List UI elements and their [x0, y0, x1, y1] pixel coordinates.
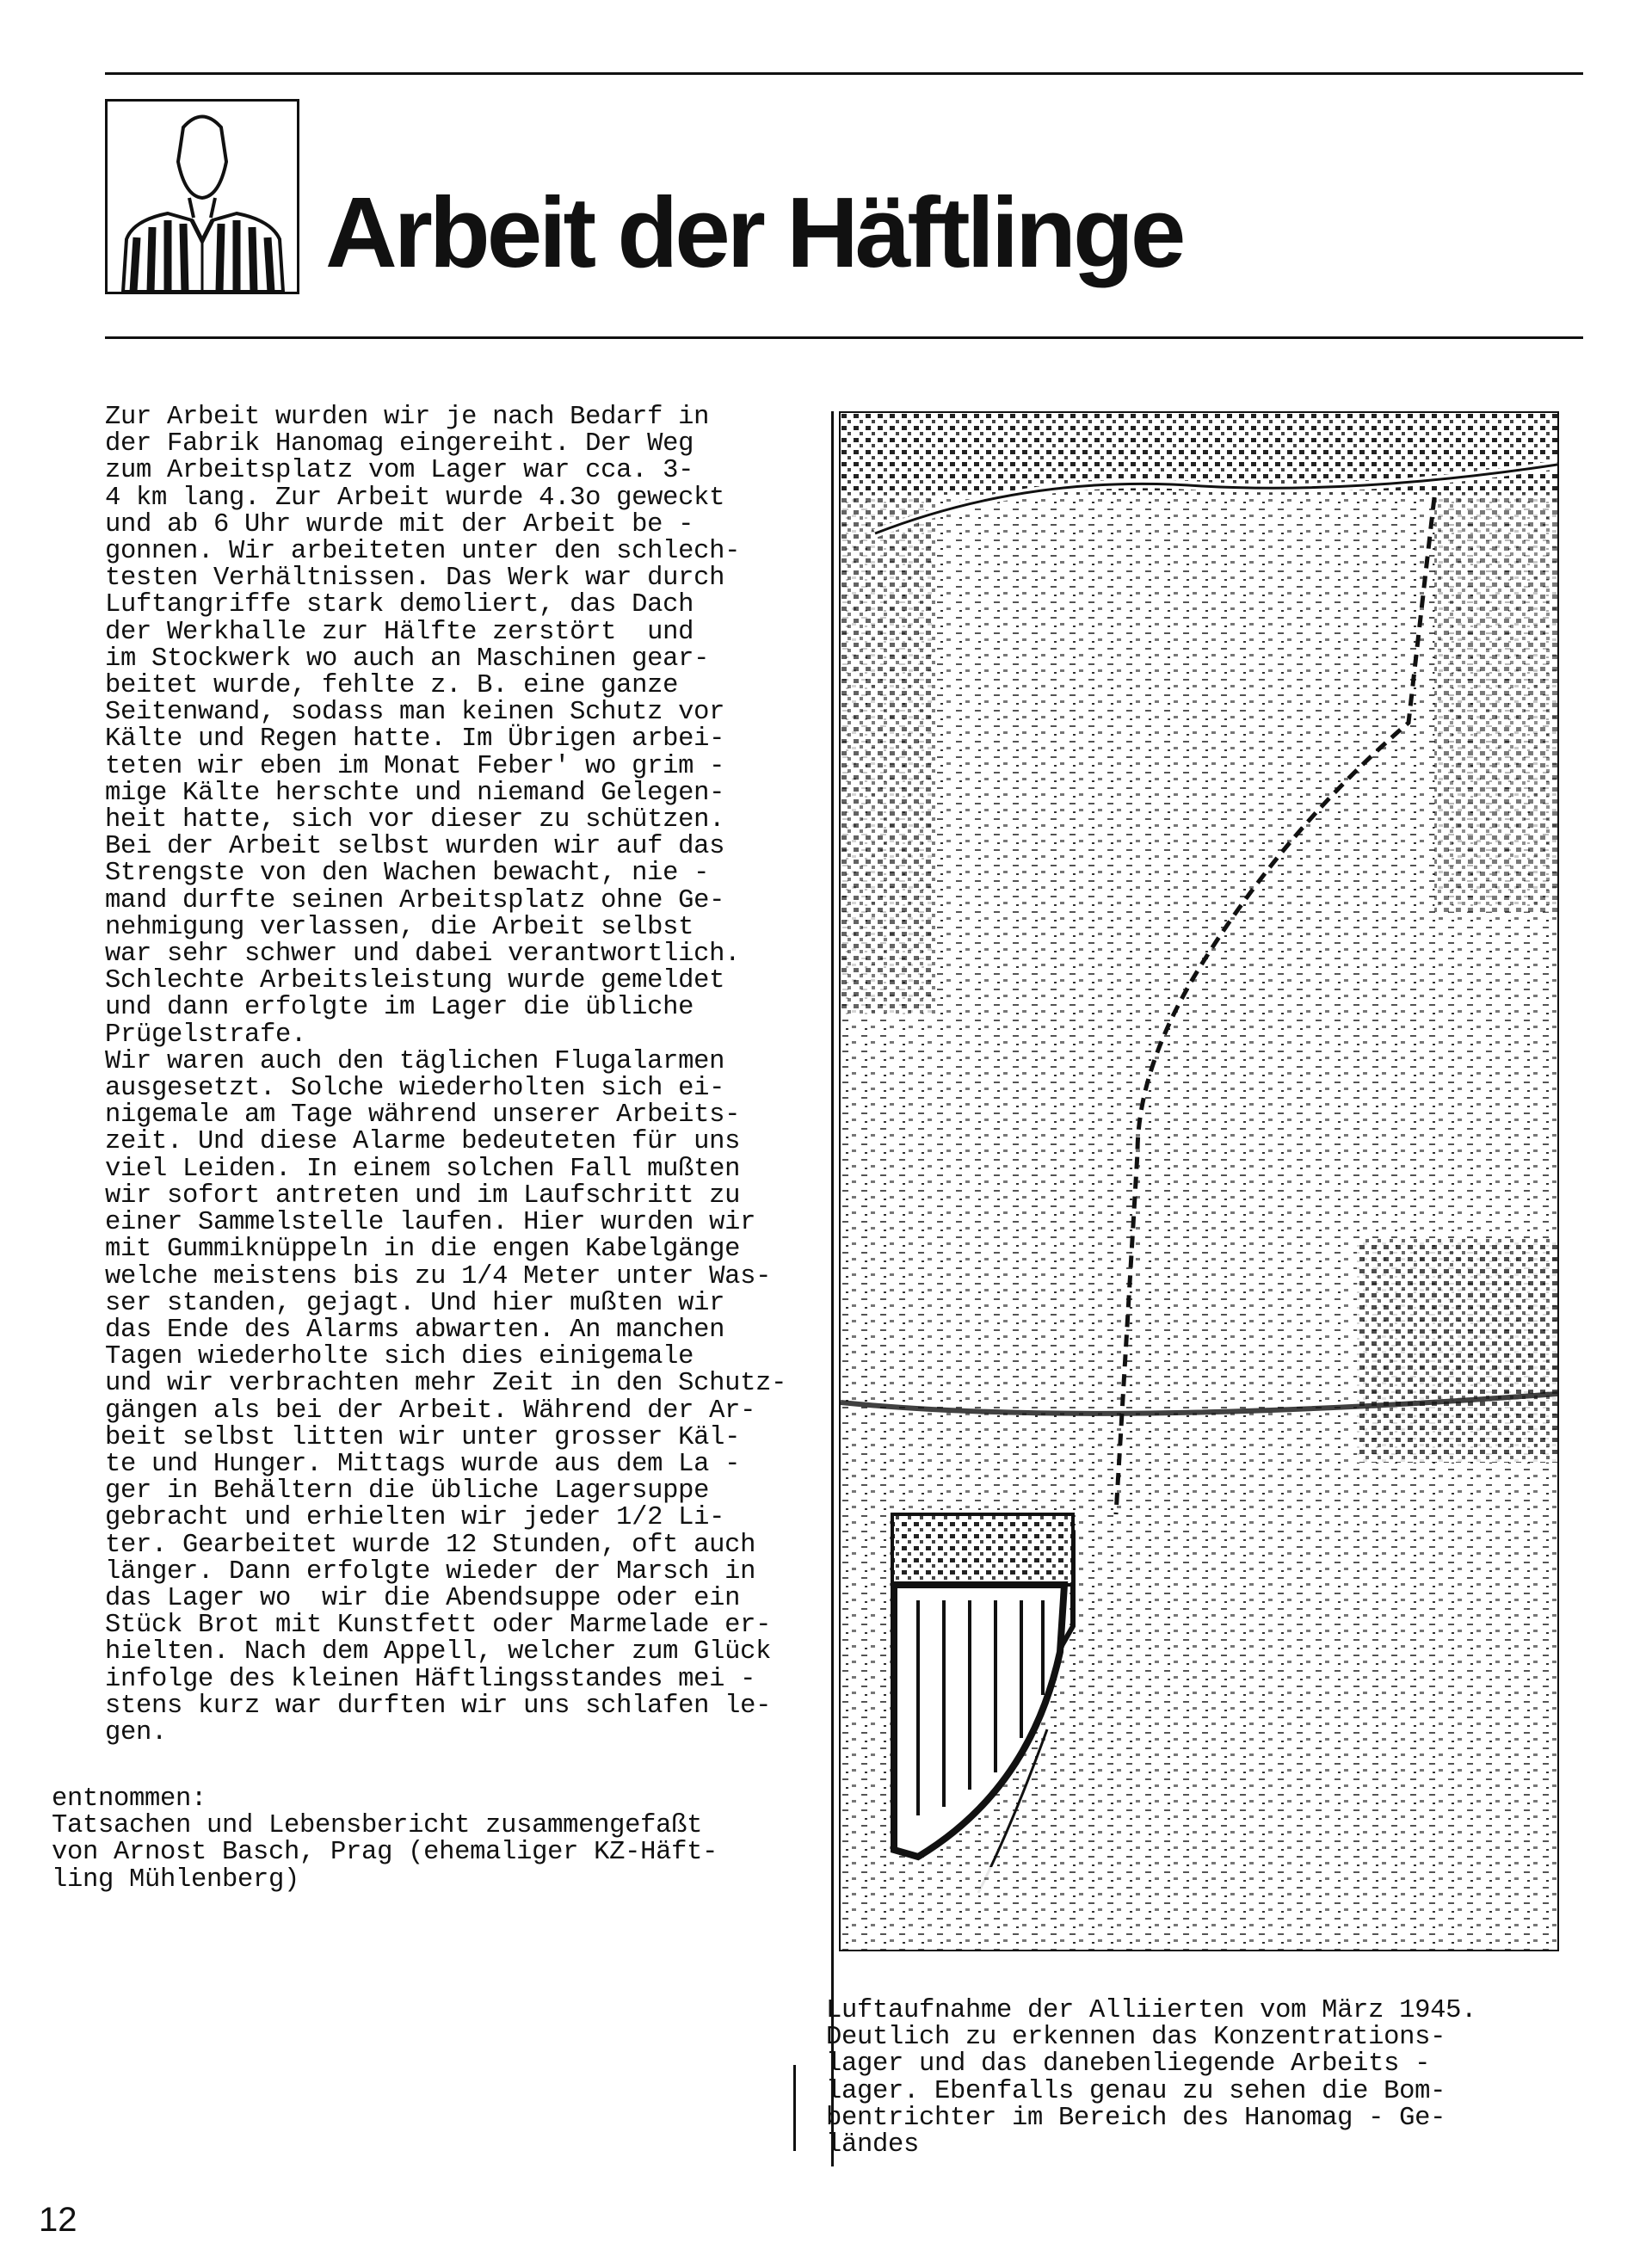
aerial-photo-image: [841, 413, 1557, 1950]
caption-divider: [793, 2065, 796, 2151]
article-source-note: entnommen: Tatsachen und Lebensbericht zusammengefaßt von Arnost Basch, Prag (ehemaliger KZ-Häft- ling Mühlenberg): [52, 1784, 718, 1895]
column-divider: [831, 411, 834, 2166]
photo-caption: Luftaufnahme der Alliierten vom März 1945. Deutlich zu erkennen das Konzentrations- lager und das danebenliegende Arbeits - lager. Ebenfalls genau zu sehen die Bom- bentrichter im Bereich des Hanomag - Ge- ländes: [826, 1996, 1477, 2160]
top-rule: [105, 72, 1583, 75]
article-body: Zur Arbeit wurden wir je nach Bedarf in der Fabrik Hanomag eingereiht. Der Weg zum Arbeitsplatz vom Lager war cca. 3- 4 km lang. Zur Arbeit wurde 4.3o geweckt und ab 6 Uhr wurde mit der Arbeit be - gonnen. Wir arbeiteten unter den schlech- testen Verhältnissen. Das Werk war durch Luftangriffe stark demoliert, das Dach der Werkhalle zur Hälfte zerstört und im Stockwerk wo auch an Maschinen gear- beitet wurde, fehlte z. B. eine ganze Seitenwand, sodass man keinen Schutz vor Kälte und Regen hatte. Im Übrigen arbei- teten wir eben im Monat Feber' wo grim - mige Kälte herschte und niemand Gelegen- heit hatte, sich vor dieser zu schützen. Bei der Arbeit selbst wurden wir auf das Strengste von den Wachen bewacht, nie - mand durfte seinen Arbeitsplatz ohne Ge- nehmigung verlassen, die Arbeit selbst war sehr schwer und dabei verantwortlich. Schlechte Arbeitsleistung wurde gemeldet und dann erfolgte im Lager die übliche Prügelstrafe. Wir waren auch den täglichen Flugalarmen ausgesetzt. Solche wiederholten sich ei- nigemale am Tage während unserer Arbeits- zeit. Und diese Alarme bedeuteten für uns viel Leiden. In einem solchen Fall mußten wir sofort antreten und im Laufschritt zu einer Sammelstelle laufen. Hier wurden wir mit Gummiknüppeln in die engen Kabelgänge welche meistens bis zu 1/4 Meter unter Was- ser standen, gejagt. Und hier mußten wir das Ende des Alarms abwarten. An manchen Tagen wiederholte sich dies einigemale und wir verbrachten mehr Zeit in den Schutz- gängen als bei der Arbeit. Während der Ar- beit selbst litten wir unter grosser Käl- te und Hunger. Mittags wurde aus dem La - ger in Behältern die übliche Lagersuppe gebracht und erhielten wir jeder 1/2 Li- ter. Gearbeitet wurde 12 Stunden, oft auch länger. Dann erfolgte wieder der Marsch in das Lager wo wir die Abendsuppe oder ein Stück Brot mit Kunstfett oder Marmelade er- hielten. Nach dem Appell, welcher zum Glück infolge des kleinen Häftlingsstandes mei - stens kurz war durften wir uns schlafen le- gen.: [105, 403, 787, 1747]
title-bottom-rule: [105, 336, 1583, 339]
page-number: 12: [39, 2201, 77, 2239]
page-title: Arbeit der Häftlinge: [325, 176, 1183, 288]
prisoner-portrait: [105, 99, 299, 294]
aerial-photograph: [839, 411, 1559, 1951]
prisoner-silhouette-icon: [108, 102, 297, 292]
